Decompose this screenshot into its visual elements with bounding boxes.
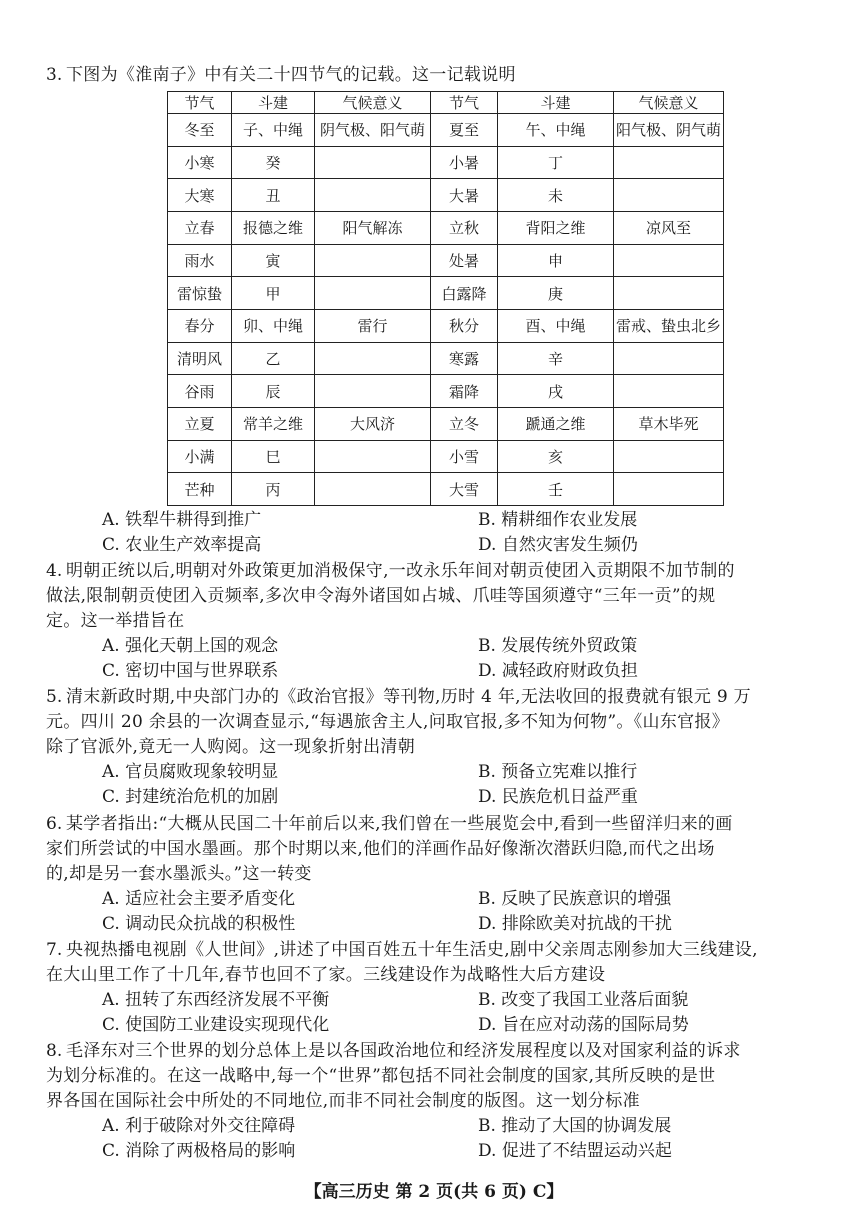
table-cell	[614, 277, 724, 310]
table-cell	[315, 473, 431, 506]
table-cell: 立冬	[431, 407, 498, 440]
table-cell: 雨水	[168, 244, 232, 277]
table-cell: 寅	[232, 244, 315, 277]
q8-stem-line: 为划分标准的。在这一战略中,每一个“世界”都包括不同社会制度的国家,其所反映的是世	[46, 1066, 716, 1086]
q8-stem-line: 界各国在国际社会中所处的不同地位,而非不同社会制度的版图。这一划分标准	[46, 1091, 640, 1111]
table-cell	[614, 179, 724, 212]
table-cell	[315, 375, 431, 408]
table-cell: 清明风	[168, 342, 232, 375]
q4-stem-line: 定。这一举措旨在	[46, 611, 185, 631]
table-cell: 芒种	[168, 473, 232, 506]
table-cell: 立夏	[168, 407, 232, 440]
table-cell: 蹏通之维	[498, 407, 614, 440]
table-header-cell: 节气	[431, 92, 498, 114]
table-cell: 大寒	[168, 179, 232, 212]
table-cell: 癸	[232, 146, 315, 179]
table-cell: 夏至	[431, 114, 498, 147]
q7-option-a[interactable]: A. 扭转了东西经济发展不平衡	[102, 990, 330, 1010]
table-cell: 草木毕死	[614, 407, 724, 440]
q7-stem-line: 央视热播电视剧《人世间》,讲述了中国百姓五十年生活史,剧中父亲周志刚参加大三线建设,	[66, 940, 758, 960]
table-row	[168, 407, 724, 440]
q7-option-c[interactable]: C. 使国防工业建设实现现代化	[102, 1015, 330, 1035]
table-cell: 卯、中绳	[232, 309, 315, 342]
q4-number: 4.	[46, 561, 63, 581]
table-row	[168, 244, 724, 277]
table-cell: 未	[498, 179, 614, 212]
table-cell: 大风济	[315, 407, 431, 440]
q5-option-c[interactable]: C. 封建统治危机的加剧	[102, 787, 279, 807]
table-cell: 阴气极、阳气萌	[315, 114, 431, 147]
q5-option-b[interactable]: B. 预备立宪难以推行	[478, 762, 638, 782]
q7-option-b[interactable]: B. 改变了我国工业落后面貌	[478, 990, 689, 1010]
table-cell: 申	[498, 244, 614, 277]
table-cell: 辛	[498, 342, 614, 375]
table-cell	[614, 473, 724, 506]
table-cell: 亥	[498, 440, 614, 473]
table-cell	[614, 146, 724, 179]
q8-number: 8.	[46, 1041, 63, 1061]
table-cell	[614, 375, 724, 408]
table-cell: 秋分	[431, 309, 498, 342]
table-cell: 常羊之维	[232, 407, 315, 440]
q8-option-c[interactable]: C. 消除了两极格局的影响	[102, 1141, 296, 1161]
table-row	[168, 473, 724, 506]
q6-option-c[interactable]: C. 调动民众抗战的积极性	[102, 914, 296, 934]
q7-number: 7.	[46, 940, 63, 960]
q5-number: 5.	[46, 687, 63, 707]
table-row	[168, 211, 724, 244]
table-cell	[614, 440, 724, 473]
table-cell: 大雪	[431, 473, 498, 506]
table-cell: 甲	[232, 277, 315, 310]
q6-option-b[interactable]: B. 反映了民族意识的增强	[478, 889, 672, 909]
table-cell: 午、中绳	[498, 114, 614, 147]
table-row	[168, 309, 724, 342]
table-cell	[315, 277, 431, 310]
table-row	[168, 179, 724, 212]
table-cell: 寒露	[431, 342, 498, 375]
q4-option-b[interactable]: B. 发展传统外贸政策	[478, 636, 638, 656]
table-cell: 报德之维	[232, 211, 315, 244]
table-row	[168, 277, 724, 310]
q8-stem-line: 毛泽东对三个世界的划分总体上是以各国政治地位和经济发展程度以及对国家利益的诉求	[66, 1041, 741, 1061]
table-cell: 背阳之维	[498, 211, 614, 244]
table-row	[168, 114, 724, 147]
table-header-cell: 斗建	[498, 92, 614, 114]
q7-stem-line: 在大山里工作了十几年,春节也回不了家。三线建设作为战略性大后方建设	[46, 965, 606, 985]
table-cell: 戌	[498, 375, 614, 408]
q3-option-d[interactable]: D. 自然灾害发生频仍	[478, 535, 638, 555]
q8-option-d[interactable]: D. 促进了不结盟运动兴起	[478, 1141, 672, 1161]
q4-option-d[interactable]: D. 减轻政府财政负担	[478, 661, 638, 681]
q3-stem: 下图为《淮南子》中有关二十四节气的记载。这一记载说明	[66, 65, 516, 85]
q5-option-d[interactable]: D. 民族危机日益严重	[478, 787, 638, 807]
q8-option-a[interactable]: A. 利于破除对外交往障碍	[102, 1116, 296, 1136]
table-header-cell: 气候意义	[614, 92, 724, 114]
table-cell: 大暑	[431, 179, 498, 212]
table-cell: 冬至	[168, 114, 232, 147]
q3-number: 3.	[46, 65, 63, 85]
q6-option-d[interactable]: D. 排除欧美对抗战的干扰	[478, 914, 672, 934]
table-cell	[315, 146, 431, 179]
table-cell	[315, 179, 431, 212]
table-cell: 处暑	[431, 244, 498, 277]
table-cell: 阳气解冻	[315, 211, 431, 244]
table-cell: 酉、中绳	[498, 309, 614, 342]
table-header-cell: 斗建	[232, 92, 315, 114]
solar-terms-table	[167, 91, 724, 506]
table-cell: 雷惊蛰	[168, 277, 232, 310]
table-cell: 丑	[232, 179, 315, 212]
table-cell: 小雪	[431, 440, 498, 473]
table-cell: 小暑	[431, 146, 498, 179]
table-cell: 巳	[232, 440, 315, 473]
q6-stem-line: 的,却是另一套水墨派头。”这一转变	[46, 864, 312, 884]
table-cell	[614, 244, 724, 277]
table-row	[168, 375, 724, 408]
table-cell: 小寒	[168, 146, 232, 179]
q6-option-a[interactable]: A. 适应社会主要矛盾变化	[102, 889, 296, 909]
q8-option-b[interactable]: B. 推动了大国的协调发展	[478, 1116, 672, 1136]
table-header-cell: 气候意义	[315, 92, 431, 114]
q6-number: 6.	[46, 814, 63, 834]
table-cell: 子、中绳	[232, 114, 315, 147]
table-cell: 立春	[168, 211, 232, 244]
table-cell	[315, 440, 431, 473]
table-cell: 白露降	[431, 277, 498, 310]
table-cell	[315, 244, 431, 277]
table-cell: 雷行	[315, 309, 431, 342]
table-cell: 庚	[498, 277, 614, 310]
q4-option-c[interactable]: C. 密切中国与世界联系	[102, 661, 279, 681]
q4-stem-line: 明朝正统以后,明朝对外政策更加消极保守,一改永乐年间对朝贡使团入贡期限不加节制的	[66, 561, 735, 581]
table-header-cell: 节气	[168, 92, 232, 114]
table-cell: 春分	[168, 309, 232, 342]
q3-option-a[interactable]: A. 铁犁牛耕得到推广	[102, 510, 262, 530]
table-cell: 立秋	[431, 211, 498, 244]
q5-stem-line: 清末新政时期,中央部门办的《政治官报》等刊物,历时 4 年,无法收回的报费就有银元 9 万	[66, 687, 751, 707]
q6-stem-line: 家们所尝试的中国水墨画。那个时期以来,他们的洋画作品好像渐次潜跃归隐,而代之出场	[46, 839, 715, 859]
q4-option-a[interactable]: A. 强化天朝上国的观念	[102, 636, 279, 656]
page-footer: 【高三历史 第 2 页(共 6 页) C】	[304, 1182, 564, 1202]
table-cell: 雷戒、蛰虫北乡	[614, 309, 724, 342]
q5-option-a[interactable]: A. 官员腐败现象较明显	[102, 762, 279, 782]
table-cell: 壬	[498, 473, 614, 506]
table-cell: 凉风至	[614, 211, 724, 244]
q3-option-c[interactable]: C. 农业生产效率提高	[102, 535, 262, 555]
table-cell: 霜降	[431, 375, 498, 408]
table-cell: 谷雨	[168, 375, 232, 408]
q5-stem-line: 除了官派外,竟无一人购阅。这一现象折射出清朝	[46, 737, 416, 757]
table-row	[168, 440, 724, 473]
q3-option-b[interactable]: B. 精耕细作农业发展	[478, 510, 638, 530]
table-cell: 丁	[498, 146, 614, 179]
table-cell: 丙	[232, 473, 315, 506]
table-header-row	[168, 92, 724, 114]
q7-option-d[interactable]: D. 旨在应对动荡的国际局势	[478, 1015, 689, 1035]
table-body	[168, 114, 724, 506]
table-cell	[315, 342, 431, 375]
q4-stem-line: 做法,限制朝贡使团入贡频率,多次申令海外诸国如占城、爪哇等国须遵守“三年一贡”的规	[46, 586, 716, 606]
table-cell: 乙	[232, 342, 315, 375]
q5-stem-line: 元。四川 20 余县的一次调查显示,“每遇旅舍主人,问取官报,多不知为何物”。《山东官报》	[46, 712, 730, 732]
table-row	[168, 146, 724, 179]
table-cell	[614, 342, 724, 375]
q6-stem-line: 某学者指出:“大概从民国二十年前后以来,我们曾在一些展览会中,看到一些留洋归来的画	[66, 814, 733, 834]
table-cell: 小满	[168, 440, 232, 473]
table-cell: 阳气极、阴气萌	[614, 114, 724, 147]
table-cell: 辰	[232, 375, 315, 408]
table-row	[168, 342, 724, 375]
